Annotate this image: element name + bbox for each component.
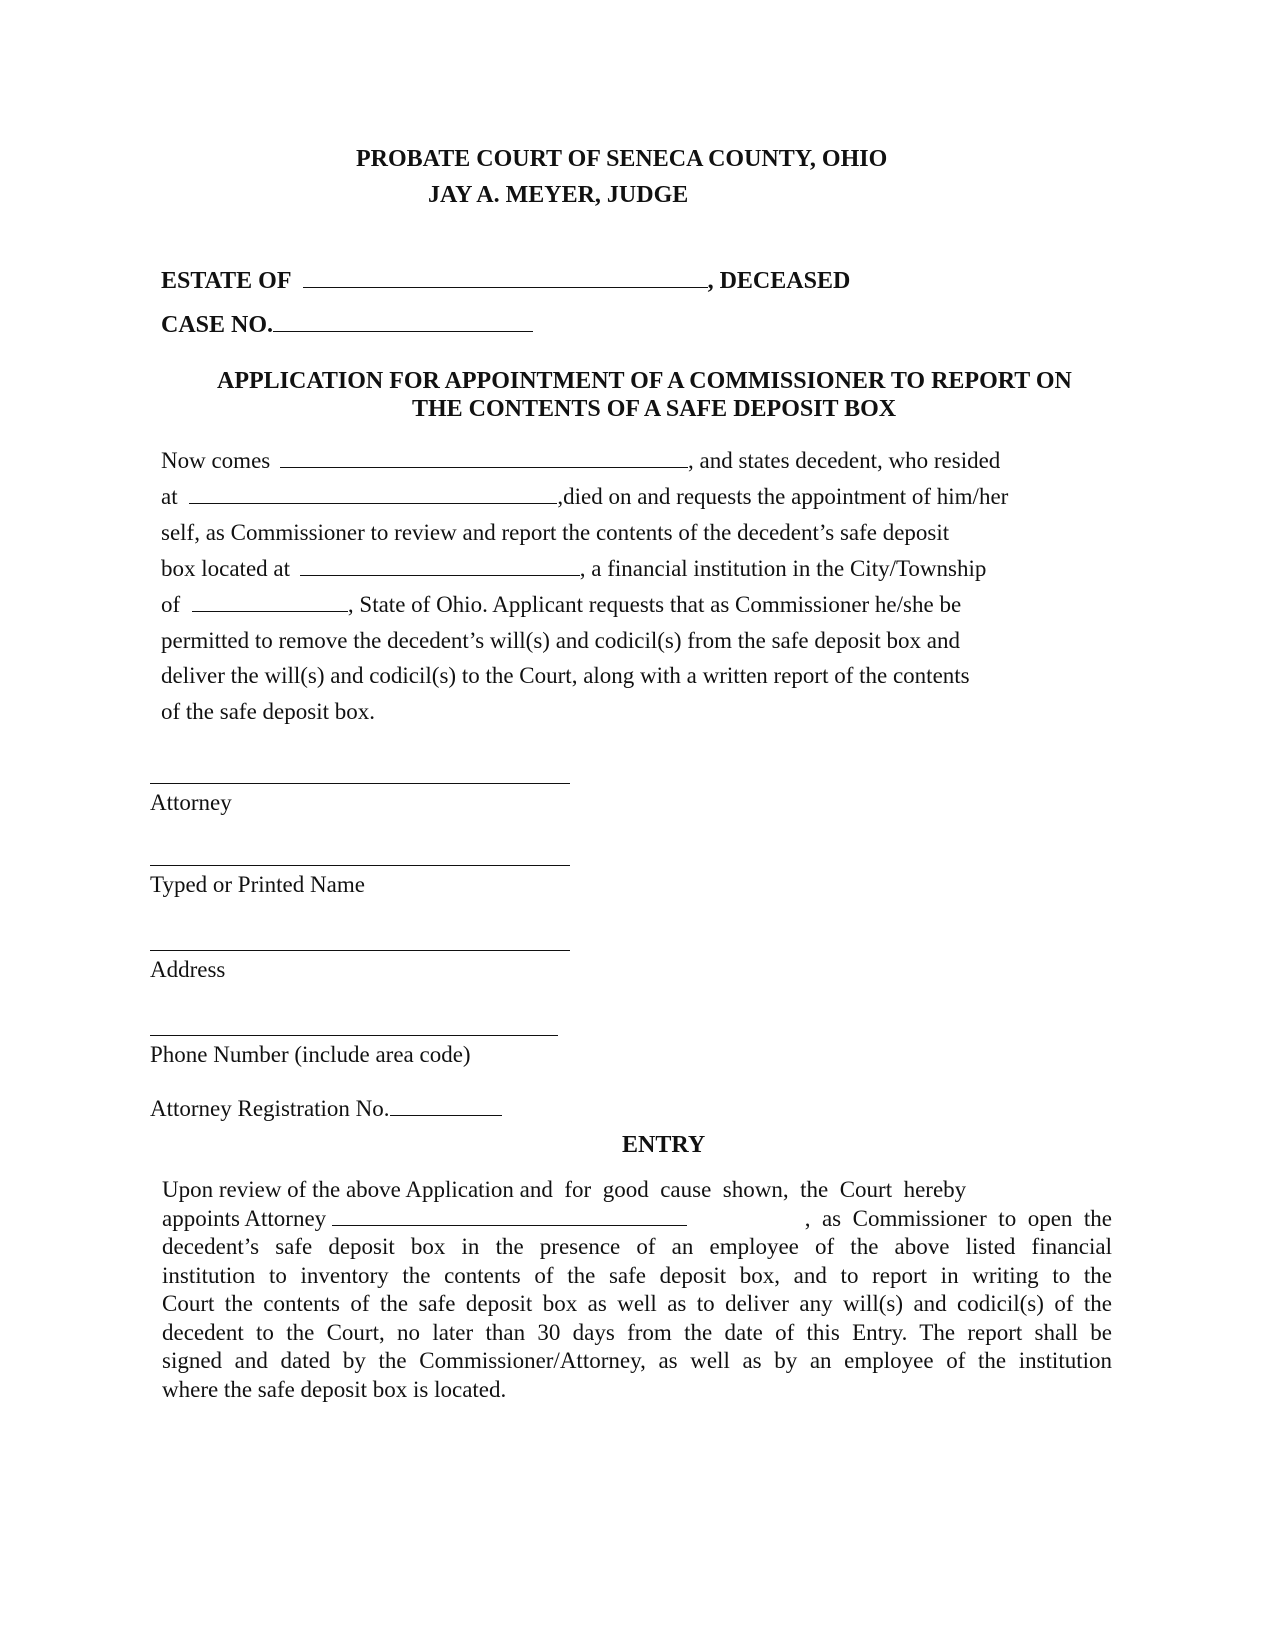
printed-name-line[interactable] (150, 865, 570, 866)
case-no-label: CASE NO. (161, 312, 274, 338)
financial-institution-field[interactable] (300, 557, 580, 576)
phone-label: Phone Number (include area code) (150, 1042, 471, 1067)
institution-text: , a financial institution in the City/Township (579, 556, 987, 581)
address-label: Address (150, 957, 226, 982)
applicant-name-field[interactable] (280, 449, 688, 468)
city-township-field[interactable] (192, 593, 348, 612)
body-line-3: self, as Commissioner to review and report the contents of the decedent’s safe deposit (161, 520, 950, 545)
registration-line (150, 1096, 502, 1122)
died-on-text: ,died on and requests the appointment of him/her (557, 484, 1009, 509)
body-line-2 (161, 484, 1008, 510)
body-line-4 (161, 556, 986, 582)
body-line-8: of the safe deposit box. (161, 699, 375, 724)
form-title-line1: APPLICATION FOR APPOINTMENT OF A COMMISSIONER TO REPORT ON (217, 368, 1072, 394)
attorney-signature-line[interactable] (150, 783, 570, 784)
registration-label: Attorney Registration No. (150, 1096, 390, 1121)
state-of-ohio-text: , State of Ohio. Applicant requests that as Commissioner he/she be (347, 592, 962, 617)
estate-of-label: ESTATE OF (161, 268, 291, 294)
typed-name-label: Typed or Printed Name (150, 872, 365, 897)
entry-text-2b: , as Commissioner to open the (804, 1205, 1112, 1231)
entry-line-4: institution to inventory the contents of the safe deposit box, and to report in writing to the (162, 1262, 1112, 1288)
registration-no-field[interactable] (390, 1097, 502, 1116)
case-no-line (161, 312, 533, 339)
address-line[interactable] (150, 950, 570, 951)
entry-text-1: Upon review of the above Application and for good cause shown, the Court hereby (162, 1177, 967, 1202)
entry-line-8: where the safe deposit box is located. (162, 1376, 507, 1402)
body-line-7: deliver the will(s) and codicil(s) to the Court, along with a written report of the contents (161, 663, 970, 688)
now-comes-text: Now comes (161, 448, 271, 473)
court-name: PROBATE COURT OF SENECA COUNTY, OHIO (356, 146, 888, 172)
box-located-text: box located at (161, 556, 291, 581)
judge-name: JAY A. MEYER, JUDGE (428, 182, 689, 208)
body-line-5 (161, 592, 961, 618)
deceased-label: , DECEASED (707, 268, 851, 294)
entry-line-7: signed and dated by the Commissioner/Attorney, as well as by an employee of the institution (162, 1348, 1112, 1373)
entry-line-3: decedent’s safe deposit box in the presence of an employee of the above listed financial (162, 1234, 1112, 1259)
estate-of-line (161, 268, 850, 295)
appoints-attorney-text: appoints Attorney (162, 1205, 327, 1231)
entry-line-6: decedent to the Court, no later than 30 days from the date of this Entry. The report shall be (162, 1319, 1112, 1345)
entry-paragraph (162, 1176, 1112, 1404)
body-line-1 (161, 448, 1000, 474)
residence-address-field[interactable] (189, 485, 557, 504)
of-text: of (161, 592, 181, 617)
body-line-6: permitted to remove the decedent’s will(s) and codicil(s) from the safe deposit box and (161, 628, 961, 653)
phone-line[interactable] (150, 1035, 558, 1036)
entry-heading: ENTRY (622, 1132, 706, 1158)
entry-line-2 (162, 1205, 1112, 1234)
resided-text: , and states decedent, who resided (687, 448, 1001, 473)
entry-text-2a (162, 1205, 687, 1234)
commissioner-attorney-field[interactable] (332, 1207, 687, 1226)
attorney-label: Attorney (150, 790, 232, 815)
case-no-field[interactable] (273, 313, 533, 332)
form-title-line2: THE CONTENTS OF A SAFE DEPOSIT BOX (412, 396, 897, 422)
entry-line-5: Court the contents of the safe deposit box as well as to deliver any will(s) and codicil(s) of the (162, 1291, 1112, 1316)
at-text: at (161, 484, 178, 509)
entry-line-1 (162, 1176, 1112, 1205)
estate-name-field[interactable] (303, 269, 708, 288)
